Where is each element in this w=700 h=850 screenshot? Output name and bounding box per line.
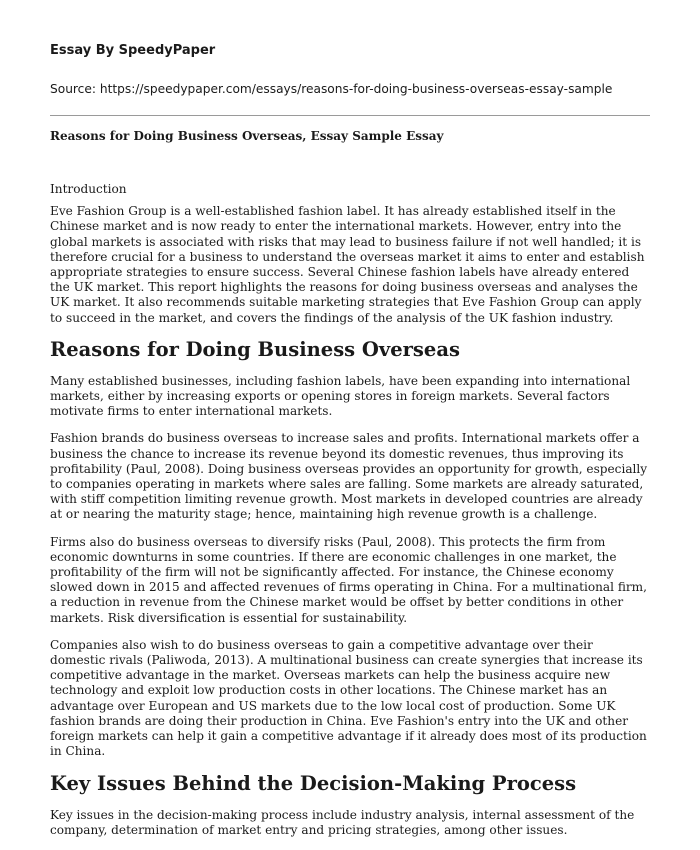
body-paragraph: Fashion brands do business overseas to increase sales and profits. International markets offer a business the chance to increase its revenue beyond its domestic revenues, thus improving its profitability (Paul, 2008). Doing business overseas provides an opportunity for growth, especially to companies operating in markets where sales are falling. Some markets are already saturated, with stiff competition limiting revenue growth. Most markets in developed countries are already at or nearing the maturity stage; hence, maintaining high revenue growth is a challenge. [50,431,648,522]
brand-title: Essay By SpeedyPaper [50,43,216,58]
source-line: Source: https://speedypaper.com/essays/reasons-for-doing-business-overseas-essay-sample [50,82,613,96]
body-paragraph: Companies also wish to do business overseas to gain a competitive advantage over their domestic rivals (Paliwoda, 2013). A multinational business can create synergies that increase its competitive advantage in the market. Overseas markets can help the business acquire new technology and exploit low production costs in other locations. The Chinese market has an advantage over European and US markets due to the low local cost of production. Some UK fashion brands are doing their production in China. Eve Fashion's entry into the UK and other foreign markets can help it gain a competitive advantage if it already does most of its production in China. [50,637,647,759]
body-paragraph: Firms also do business overseas to diversify risks (Paul, 2008). This protects the firm from economic downturns in some countries. If there are economic challenges in one market, the profitability of the firm will not be significantly affected. For instance, the Chinese economy slowed down in 2015 and affected revenues of firms operating in China. For a multinational firm, a reduction in revenue from the Chinese market would be offset by better conditions in other markets. Risk diversification is essential for sustainability. [50,534,647,625]
header-divider [50,115,650,116]
intro-paragraph: Eve Fashion Group is a well-established fashion label. It has already established itself in the Chinese market and is now ready to enter the international markets. However, entry into the global markets is associated with risks that may lead to business failure if not well handled; it is therefore crucial for a business to understand the overseas market it aims to enter and establish appropriate strategies to ensure success. Several Chinese fashion labels have already entered the UK market. This report highlights the reasons for doing business overseas and analyses the UK market. It also recommends suitable marketing strategies that Eve Fashion Group can apply to succeed in the market, and covers the findings of the analysis of the UK fashion industry. [50,204,645,325]
intro-label: Introduction [50,182,127,196]
body-paragraph: Many established businesses, including fashion labels, have been expanding into international markets, either by increasing exports or opening stores in foreign markets. Several factors motivate firms to enter international markets. [50,373,631,419]
section-heading: Key Issues Behind the Decision-Making Process [50,771,577,795]
body-paragraph: Key issues in the decision-making process include industry analysis, internal assessment of the company, determination of market entry and pricing strategies, among other issues. [50,807,635,837]
document-title: Reasons for Doing Business Overseas, Essay Sample Essay [50,129,444,143]
section-heading: Reasons for Doing Business Overseas [50,337,460,361]
